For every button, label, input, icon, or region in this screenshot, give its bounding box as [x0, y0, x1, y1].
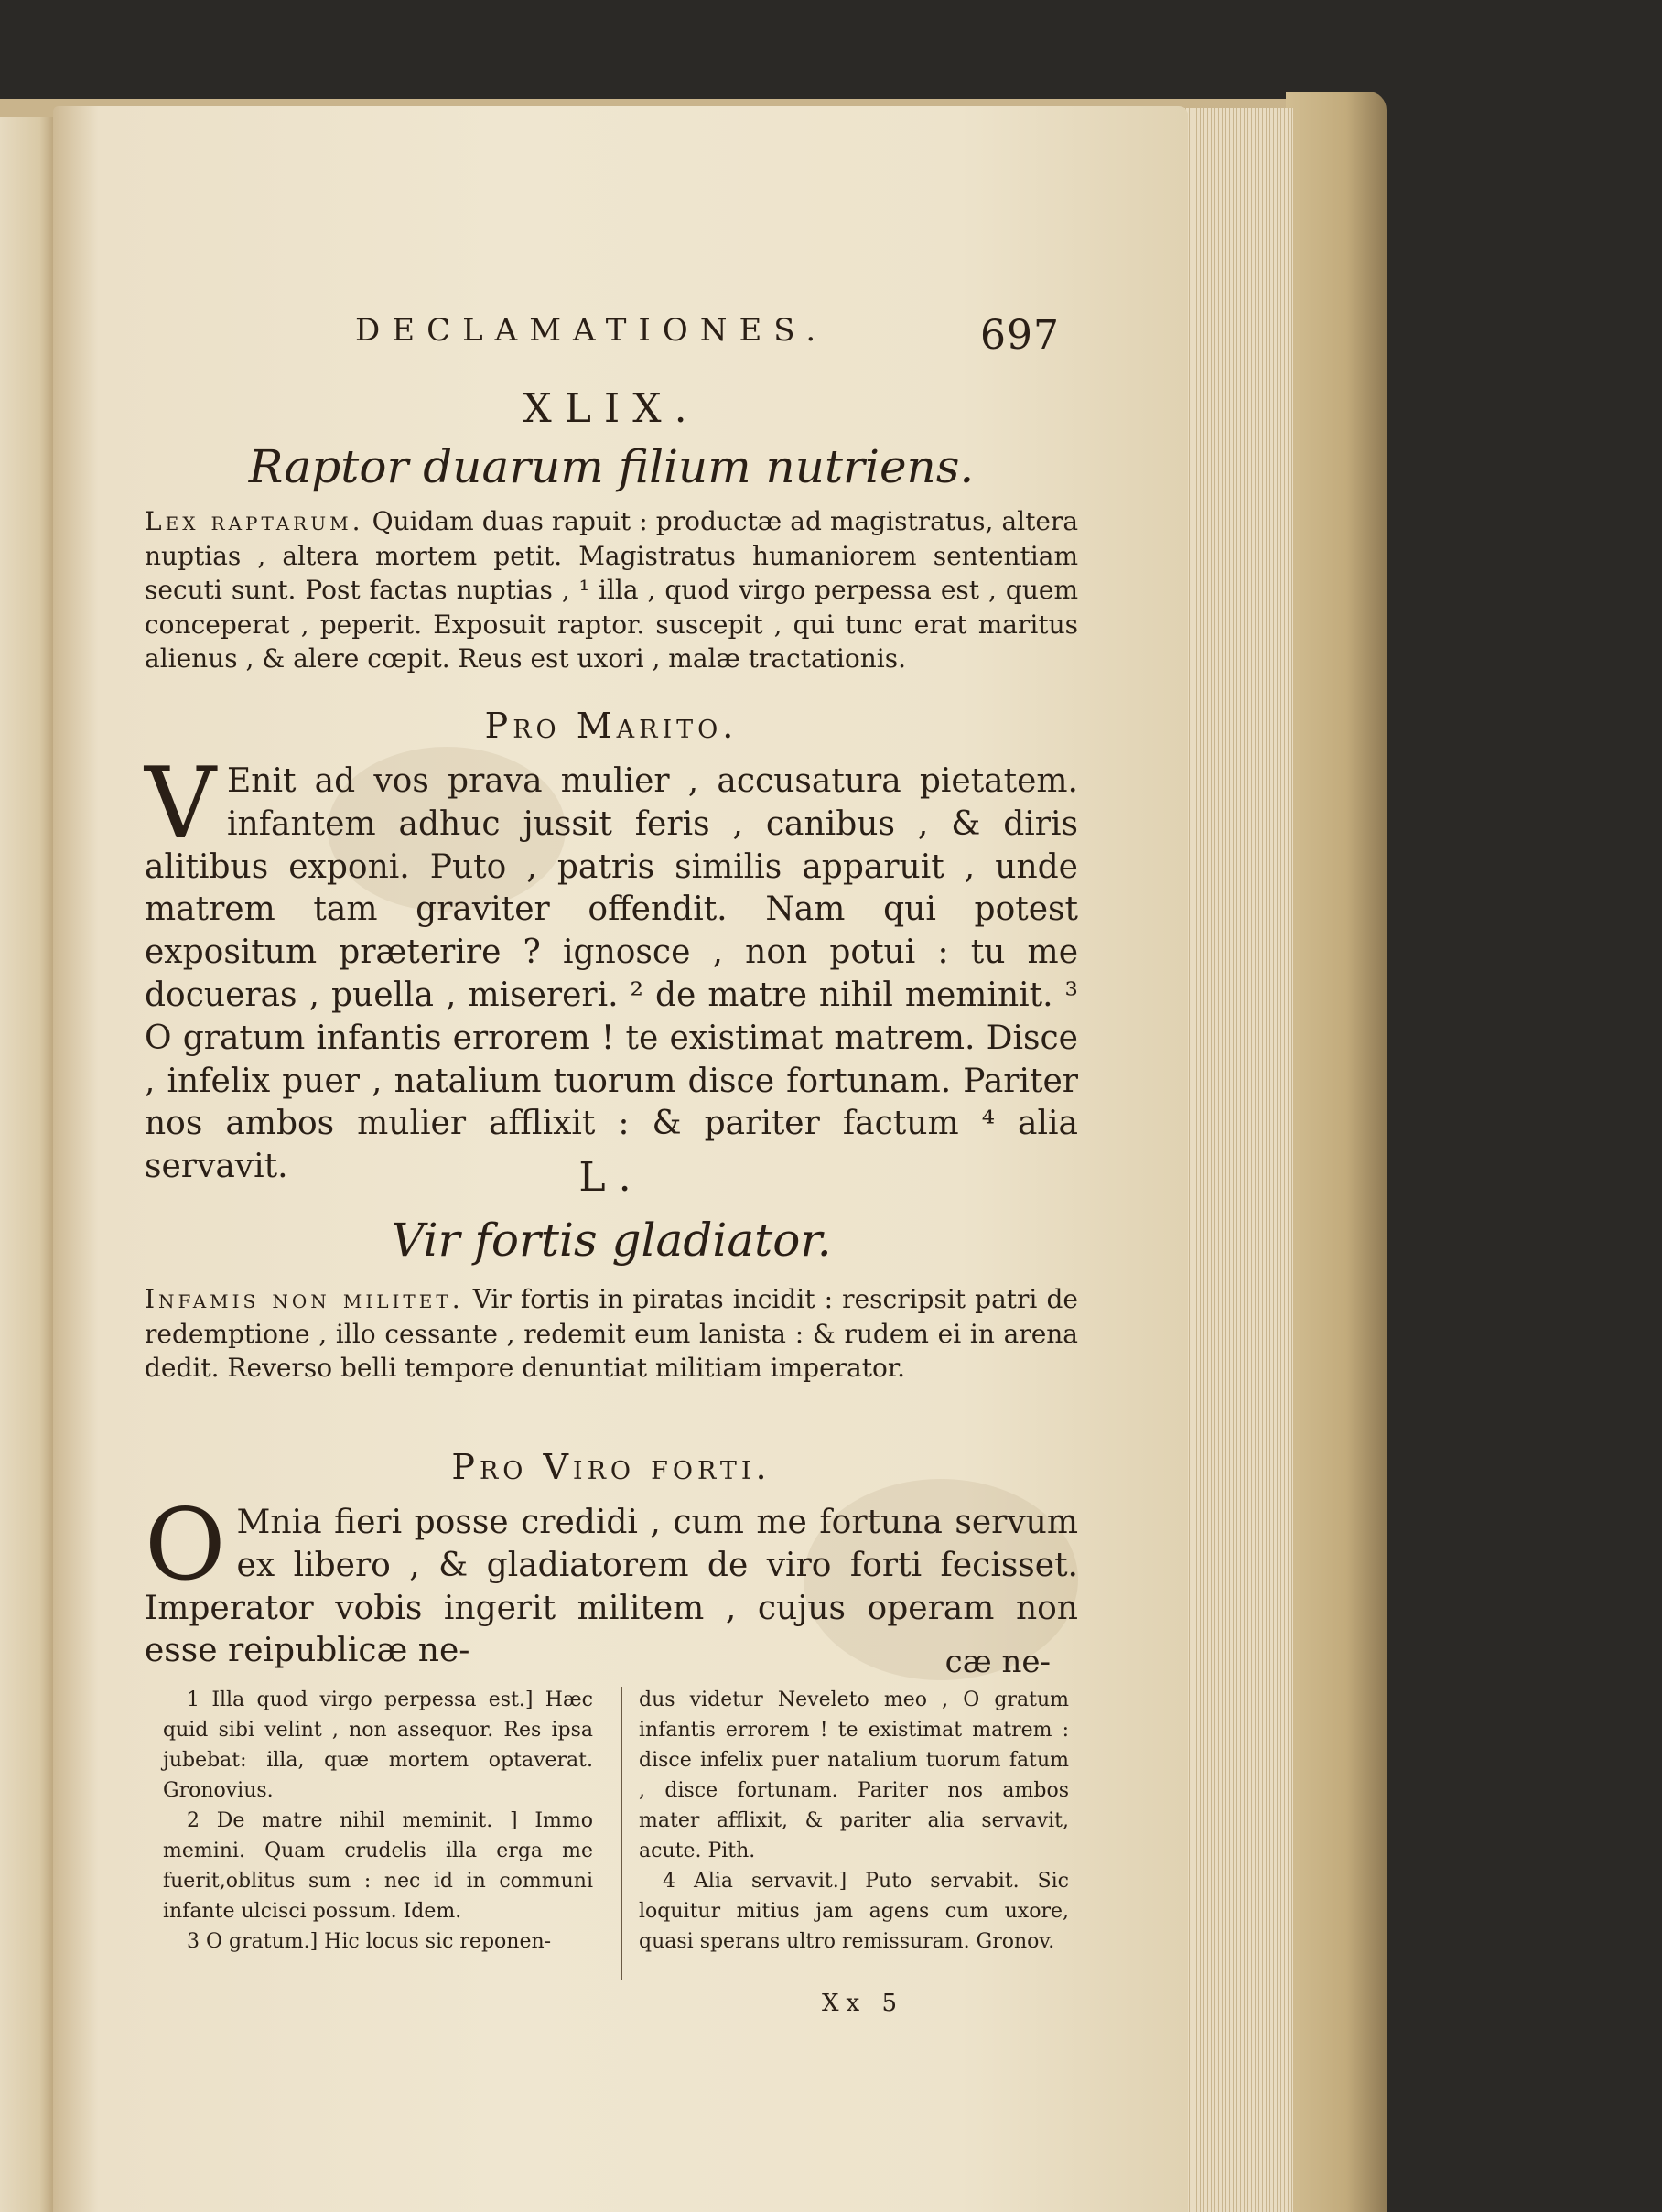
lex-paragraph: [145, 504, 1078, 676]
catchword: cæ ne-: [944, 1644, 1051, 1680]
body-paragraph: [145, 1488, 1078, 1673]
lex-head: Infamis non militet.: [145, 1284, 464, 1314]
cover-edge: [1286, 92, 1387, 2212]
drop-cap: O: [145, 1488, 226, 1602]
facing-page-edge: [0, 117, 57, 2212]
lex-paragraph: [145, 1282, 1078, 1386]
body-paragraph: [145, 747, 1078, 1189]
text-block: [145, 312, 1079, 2017]
footnotes-left: [163, 1685, 593, 1957]
book-page: [53, 106, 1188, 2212]
footnote: 3 O gratum.] Hic locus sic reponen-: [187, 1930, 552, 1953]
body-text: Mnia fieri posse credidi , cum me fortuna servum ex libero , & gladiatorem de viro forti fecisset. Imperator vobis ingerit militem , cujus operam non esse reipublicæ ne-: [145, 1504, 1078, 1670]
footnote: 2 De matre nihil meminit. ] Immo memini. Quam crudelis illa erga me fuerit,oblitus sum : nec id in communi infante ulcisci possum. Idem.: [163, 1809, 593, 1923]
footnote: 1 Illa quod virgo perpessa est.] Hæc quid sibi velint , non assequor. Res ipsa jubebat: illa, quæ mortem optaverat. Gronovius.: [163, 1689, 593, 1802]
footnote-divider: [621, 1687, 622, 1980]
body-text: Enit ad vos prava mulier , accusatura pietatem. infantem adhuc jussit feris , canibus , & diris alitibus exponi. Puto , patris similis apparuit , unde matrem tam graviter offendit. Nam qui potest expositum præterire ? ignosce , non potui : tu me docueras , puella , misereri. ² de matre nihil meminit. ³ O gratum infantis errorem ! te existimat matrem. Disce , infelix puer , natalium tuorum disce fortunam. Pariter nos ambos mulier afflixit : & pariter factum ⁴ alia servavit.: [145, 762, 1078, 1186]
signature-mark: Xx 5: [822, 1990, 904, 2017]
running-head: DECLAMATIONES.: [355, 312, 828, 349]
section-subheading: Pro Marito.: [484, 706, 739, 746]
section-subheading: Pro Viro forti.: [451, 1447, 772, 1487]
declamation-title: Vir fortis gladiator.: [391, 1214, 832, 1267]
lex-head: Lex raptarum.: [145, 506, 364, 536]
declamation-title: Raptor duarum filium nutriens.: [248, 440, 975, 493]
declamation-numeral: L.: [578, 1154, 644, 1201]
footnotes-right: [639, 1685, 1069, 1957]
lex-text: Quidam duas rapuit : productæ ad magistratus, altera nuptias , altera mortem petit. Magistratus humaniorem sententiam secuti sunt. Post factas nuptias , ¹ illa , quod virgo perpessa est , quem conceperat , peperit. Exposuit raptor. suscepit , qui tunc erat maritus alienus , & alere cœpit. Reus est uxori , malæ tractationis.: [145, 506, 1079, 674]
footnote: 4 Alia servavit.] Puto servabit. Sic loquitur mitius jam agens cum uxore, quasi sperans ultro remissuram. Gronov.: [639, 1870, 1069, 1953]
drop-cap: V: [145, 747, 216, 861]
declamation-numeral: XLIX.: [523, 385, 700, 432]
footnote: dus videtur Neveleto meo , O gratum infantis errorem ! te existimat matrem : disce infelix puer natalium tuorum fatum , disce fortunam. Pariter nos ambos mater afflixit, & pariter alia servavit, acute. Pith.: [639, 1689, 1069, 1862]
lex-text: Vir fortis in piratas incidit : rescripsit patri de redemptione , illo cessante , redemit eum lanista : & rudem ei in arena dedit. Reverso belli tempore denuntiat militiam imperator.: [145, 1284, 1078, 1383]
page-fore-edge: [1179, 108, 1293, 2212]
page-number: 697: [980, 312, 1060, 359]
